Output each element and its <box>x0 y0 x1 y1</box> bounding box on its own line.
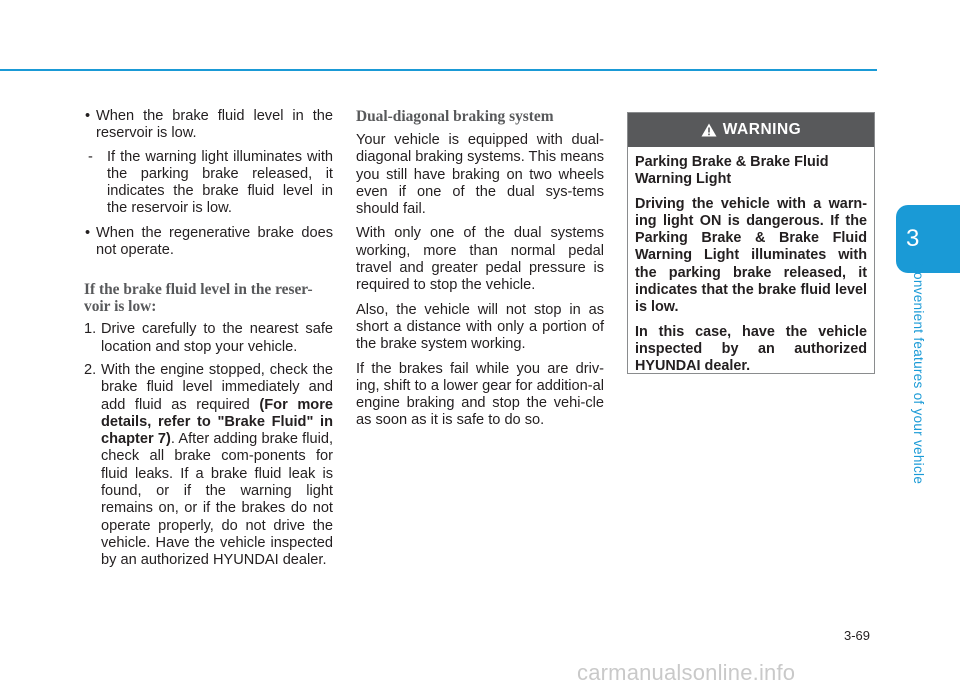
step-text-cont: . After adding brake fluid, check all brake com-ponents for fluid leaks. If a brake fluid leak is found, or if the warning light remains on, or if the brakes do not operate properly, do not drive the vehicle. Have the vehicle inspected by an authorized HYUNDAI dealer. <box>101 431 334 569</box>
step-reference: (For more details, refer to "Brake Fluid" in chapter 7) <box>101 396 334 448</box>
watermark: carmanualsonline.info <box>577 660 796 685</box>
paragraph: Also, the vehicle will not stop in as short a distance with only a portion of the brake system working. <box>356 301 604 353</box>
step-text: With the engine stopped, check the brake fluid level immediately and add fluid as required <box>101 361 333 413</box>
warning-triangle-icon <box>701 123 717 137</box>
section-heading: Dual-diagonal braking system <box>356 108 554 125</box>
sub-item <box>88 149 333 218</box>
warning-box <box>627 112 875 374</box>
step-text: Drive carefully to the nearest safe location and stop your vehicle. <box>101 321 333 355</box>
section-heading: If the brake fluid level in the reser-voir is low: <box>84 281 313 316</box>
paragraph: With only one of the dual systems working, more than normal pedal travel and greater pedal pressure is required to stop the vehicle. <box>356 225 604 294</box>
bullet-item <box>84 225 333 260</box>
chapter-title: Convenient features of your vehicle <box>911 262 926 485</box>
dash-marker: - <box>88 148 93 165</box>
top-rule <box>0 69 877 71</box>
chapter-number: 3 <box>906 225 920 252</box>
bullet-text: When the brake fluid level in the reservoir is low. <box>96 108 333 142</box>
step-number: 1. <box>84 321 97 338</box>
sub-text: If the warning light illuminates with the parking brake released, it indicates the brake fluid level in the reservoir is low. <box>107 148 333 217</box>
page-number: 3-69 <box>844 628 871 643</box>
warning-label: WARNING <box>722 121 802 138</box>
warning-header <box>628 113 874 147</box>
warning-paragraph: Driving the vehicle with a warn-ing light ON is dangerous. If the Parking Brake & Brake Fluid Warning Light illuminates with the parking brake released, it indicates that the brake fluid level is low. <box>635 195 867 316</box>
warning-title: Parking Brake & Brake Fluid Warning Light <box>635 154 829 188</box>
warning-body <box>628 147 874 376</box>
bullet-item <box>84 108 333 143</box>
middle-column <box>356 108 604 437</box>
left-column <box>84 108 333 576</box>
step-number: 2. <box>84 361 97 378</box>
bullet-text: When the regenerative brake does not operate. <box>96 224 333 259</box>
numbered-step <box>84 321 333 356</box>
paragraph: Your vehicle is equipped with dual-diagonal braking systems. This means you still have braking on two wheels even if one of the dual sys-tems should fail. <box>356 132 604 218</box>
paragraph: If the brakes fail while you are driv-ing, shift to a lower gear for addition-al engine braking and stop the vehi-cle as soon as it is safe to do so. <box>356 360 604 429</box>
warning-paragraph: In this case, have the vehicle inspected by an authorized HYUNDAI dealer. <box>635 323 867 375</box>
numbered-step <box>84 362 333 570</box>
